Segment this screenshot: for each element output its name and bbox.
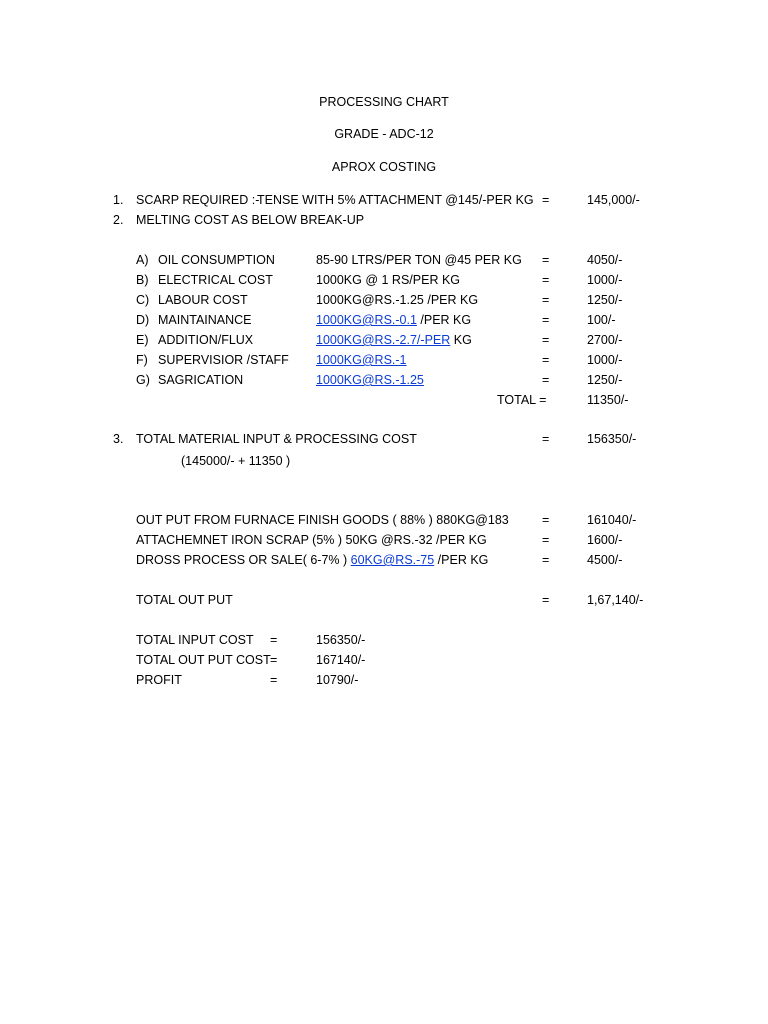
breakup-value: 1000/- [587,273,623,287]
breakup-name: OIL CONSUMPTION [158,253,275,267]
output-equals: = [542,533,550,547]
item-3-value: 156350/- [587,432,637,446]
breakup-rate-text: 1000KG @ 1 RS/PER KG [316,273,461,287]
output-line [136,552,488,568]
breakup-rate [316,292,478,308]
output-line [136,512,509,528]
summary-label: TOTAL INPUT COST [136,633,254,647]
breakup-name: ADDITION/FLUX [158,333,254,347]
breakup-value: 100/- [587,313,616,327]
breakup-rate-text: 85-90 LTRS/PER TON @45 PER KG [316,253,522,267]
breakup-equals: = [542,293,550,307]
breakup-letter: A) [136,253,149,267]
breakup-name: MAINTAINANCE [158,313,252,327]
breakup-rate-link[interactable]: 1000KG@RS.-2.7/-PER [316,333,451,347]
breakup-rate-text: /PER KG [416,313,472,327]
summary-equals: = [270,633,278,647]
breakup-letter: G) [136,373,150,387]
breakup-letter: B) [136,273,149,287]
costing-heading: APROX COSTING [331,160,437,174]
breakup-value: 1250/- [587,373,623,387]
summary-label: PROFIT [136,673,182,687]
summary-equals: = [270,653,278,667]
breakup-total-label: TOTAL = [497,393,547,407]
breakup-rate-link[interactable]: 1000KG@RS.-1 [316,353,407,367]
breakup-rate [316,332,472,348]
output-equals: = [542,553,550,567]
breakup-rate-text: KG [450,333,472,347]
output-value: 161040/- [587,513,637,527]
breakup-equals: = [542,353,550,367]
breakup-rate-text: 1000KG@RS.-1.25 /PER KG [316,293,479,307]
breakup-equals: = [542,313,550,327]
breakup-letter: E) [136,333,149,347]
output-tail: /PER KG [434,553,489,567]
breakup-equals: = [542,373,550,387]
item-1-description: TENSE WITH 5% ATTACHMENT @145/-PER KG [257,193,534,207]
total-output-label: TOTAL OUT PUT [136,593,233,607]
breakup-total-value: 11350/- [587,393,629,407]
summary-label: TOTAL OUT PUT COST [136,653,271,667]
output-link[interactable]: 60KG@RS.-75 [350,553,435,567]
breakup-value: 4050/- [587,253,623,267]
item-1-label: SCARP REQUIRED :- [136,193,260,207]
breakup-name: LABOUR COST [158,293,248,307]
output-text: ATTACHEMNET IRON SCRAP (5% ) 50KG @RS.-32 /PER KG [136,533,487,547]
breakup-letter: D) [136,313,150,327]
breakup-rate-link[interactable]: 1000KG@RS.-1.25 [316,373,424,387]
item-3-number: 3. [113,432,124,446]
output-text: OUT PUT FROM FURNACE FINISH GOODS ( 88% ) 880KG@183 [136,513,509,527]
output-text: DROSS PROCESS OR SALE( 6-7% ) [136,553,351,567]
breakup-letter: C) [136,293,150,307]
item-3-calculation: (145000/- + 11350 ) [181,454,291,468]
breakup-name: ELECTRICAL COST [158,273,273,287]
output-equals: = [542,513,550,527]
breakup-equals: = [542,273,550,287]
breakup-rate [316,372,424,388]
breakup-rate [316,252,522,268]
item-3-equals: = [542,432,550,446]
output-value: 4500/- [587,553,623,567]
document-title: PROCESSING CHART [319,95,449,109]
breakup-name: SAGRICATION [158,373,244,387]
breakup-value: 2700/- [587,333,623,347]
breakup-equals: = [542,333,550,347]
item-2-number: 2. [113,213,124,227]
breakup-equals: = [542,253,550,267]
item-1-value: 145,000/- [587,193,640,207]
breakup-rate-link[interactable]: 1000KG@RS.-0.1 [316,313,417,327]
breakup-rate [316,352,407,368]
summary-value: 167140/- [316,653,366,667]
summary-value: 10790/- [316,673,359,687]
item-1-number: 1. [113,193,124,207]
item-2-label: MELTING COST AS BELOW BREAK-UP [136,213,365,227]
breakup-rate [316,312,471,328]
breakup-value: 1000/- [587,353,623,367]
breakup-name: SUPERVISIOR /STAFF [158,353,289,367]
item-3-label: TOTAL MATERIAL INPUT & PROCESSING COST [136,432,417,446]
output-line [136,532,487,548]
total-output-value: 1,67,140/- [587,593,644,607]
item-1-equals: = [542,193,550,207]
total-output-equals: = [542,593,550,607]
grade-heading: GRADE - ADC-12 [334,127,434,141]
breakup-letter: F) [136,353,148,367]
summary-value: 156350/- [316,633,366,647]
summary-equals: = [270,673,278,687]
breakup-rate [316,272,460,288]
breakup-value: 1250/- [587,293,623,307]
output-value: 1600/- [587,533,623,547]
